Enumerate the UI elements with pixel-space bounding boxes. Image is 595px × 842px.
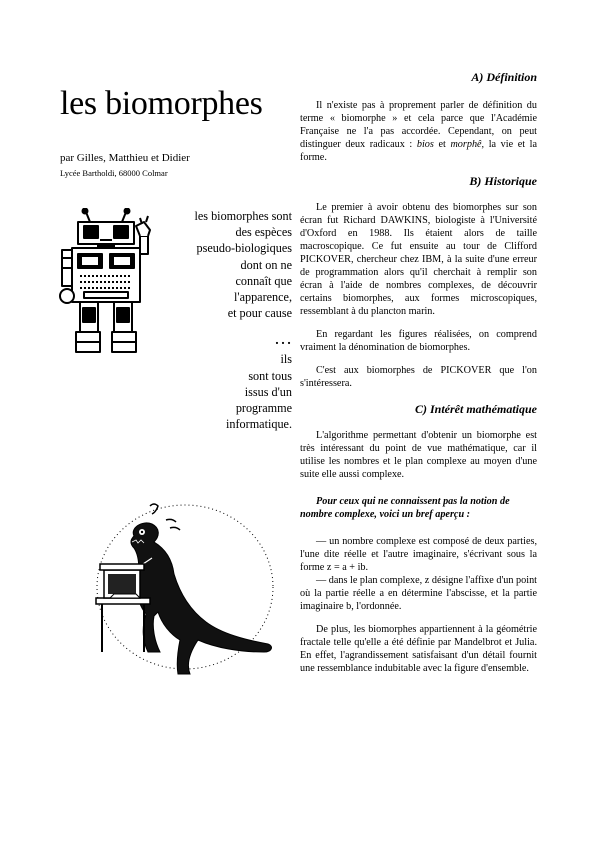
math-paragraph-3: — dans le plan complexe, z désigne l'affixe d'un point où la partie réelle a en détermine l'abscisse, et la partie imaginaire b, l'ordonnée. [300,575,537,612]
math-paragraph-4: De plus, les biomorphes appartiennent à la géométrie fractale telle qu'elle a été définie par Mandelbrot et Julia. En effet, l'agrandissement satisfaisant d'un détail fournit une ressemblance indubitable avec la figure d'ensemble. [300,624,537,674]
history-paragraph-3: C'est aux biomorphes de PICKOVER que l'on s'intéressera. [300,365,537,389]
side-quote [162,208,292,432]
math-paragraph-1: L'algorithme permettant d'obtenir un biomorphe est très intéressant du point de vue mathématique, car il utilise les nombres et le plan complexe au moyen d'une suite elle aussi complexe. [300,430,537,480]
complex-numbers-note: Pour ceux qui ne connaissent pas la notion de nombre complexe, voici un bref aperçu : [300,496,510,520]
side-quote-line: informatique. [226,417,292,432]
definition-text-end: la vie et la forme. [300,139,538,163]
side-quote-line: des espèces [235,225,292,240]
side-quote-line: sont tous [248,368,292,383]
side-quote-line: les biomorphes sont [194,209,292,223]
authors-line: par Gilles, Matthieu et Didier [60,152,190,164]
section-heading-definition: A) Définition [471,70,537,84]
side-quote-line: connaît que [235,273,292,288]
math-paragraph-2: — un nombre complexe est composé de deux parties, l'une dite réelle et l'autre imaginaire, s'écrivant sous la forme z = a + ib. [300,536,537,573]
school-line: Lycée Bartholdi, 68000 Colmar [60,168,168,178]
side-quote-line: programme [235,401,292,416]
article-column [300,70,537,675]
definition-paragraph [300,99,537,164]
side-quote-line: pseudo-biologiques [196,241,292,256]
side-quote-line: dont on ne [240,257,292,272]
page-title: les biomorphes [60,85,263,122]
side-quote-line: l'apparence, [233,290,292,305]
side-quote-ellipsis: … [274,328,292,349]
robot-illustration [56,208,156,358]
section-heading-math: C) Intérêt mathématique [414,402,537,416]
section-heading-history: B) Historique [469,174,537,188]
definition-text: Il n'existe pas à proprement parler de définition du terme « biomorphe » et cela parce que l'Académie Française ne l'a pas accordée. Cependant, on peut distinguer deux radicaux : [300,100,537,150]
side-quote-line: ils [280,352,292,367]
side-quote-line: issus d'un [244,384,292,399]
side-quote-line: et pour cause [227,306,292,321]
term-bios: bios [416,139,434,150]
term-morphe: morphê, [450,139,485,150]
dinosaur-computer-illustration [90,502,290,682]
conjunction-et: et [438,139,446,150]
history-paragraph-2: En regardant les figures réalisées, on comprend vraiment la dénomination de biomorphes. [300,329,537,353]
history-paragraph-1: Le premier à avoir obtenu des biomorphes sur son écran fut Richard DAWKINS, biologiste à l'Université d'Oxford en 1988. Ils étaient alors de taille macroscopique. Ce fut ensuite au tour de Clifford PICKOVER, chercheur chez IBM, à la suite d'une erreur de programmation alors qu'il cherchait à remplir son écran à l'aide de nombres complexes, de découvrir certains biomorphes, aux formes microscopiques, ressemblant à du plancton marin. [300,202,537,317]
